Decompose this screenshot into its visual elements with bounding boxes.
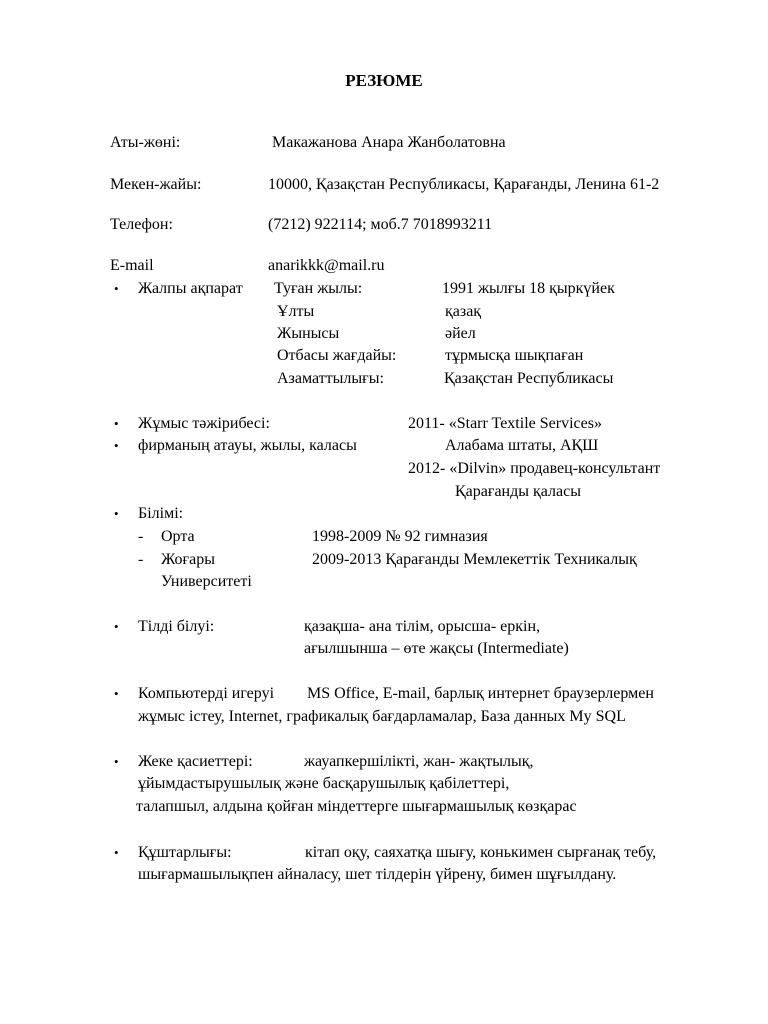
secondary-label: Орта [161,528,195,545]
marital-label: Отбасы жағдайы: [277,347,397,364]
bullet-hobbies: • [114,845,119,860]
qualities-label: Жеке қасиеттері: [138,753,253,770]
bullet-qualities: • [114,754,119,769]
email-value: anarikkk@mail.ru [268,257,385,274]
general-label: Жалпы ақпарат [138,280,243,297]
qualities-line2: ұйымдастырушылық және басқарушылық қабілеттері, [138,775,510,792]
nationality-label: Ұлты [277,303,315,320]
nationality-value: қазақ [445,303,482,320]
gender-value: әйел [445,325,476,342]
languages-label: Тілді білуі: [138,618,215,635]
secondary-value: 1998-2009 № 92 гимназия [312,528,488,545]
name-label: Аты-жөні: [110,134,181,151]
qualities-line1: жауапкершілікті, жан- жақтылық, [304,753,534,770]
address-value: 10000, Қазақстан Республикасы, Қарағанды, Ленина 61-2 [268,176,660,193]
languages-line2: ағылшынша – өте жақсы (Intermediate) [304,640,569,657]
higher-value-cont: Университеті [161,573,252,590]
dash-secondary: - [138,528,144,545]
computer-line2: жұмыс істеу, Internet, графикалық бағдарламалар, База данных My SQL [138,708,626,725]
hobbies-line2: шығармашылықпен айналасу, шет тілдерін үйрену, бимен шұғылдану. [138,866,617,883]
hobbies-line1: кітап оқу, саяхатқа шығу, конькимен сырғанақ тебу, [305,844,657,861]
phone-label: Телефон: [110,216,173,233]
bullet-work: • [114,416,119,431]
name-value: Макажанова Анара Жанболатовна [272,134,506,151]
hobbies-label: Құштарлығы: [138,844,232,861]
citizenship-value: Қазақстан Республикасы [444,370,614,387]
gender-label: Жынысы [277,325,340,342]
higher-value: 2009-2013 Қарағанды Мемлекеттік Техникалық [312,551,637,568]
citizenship-label: Азаматтылығы: [277,370,384,387]
qualities-line3: талапшыл, алдына қойған міндеттерге шығармашылық көзқарас [136,798,577,815]
work-job1-place: Алабама штаты, АҚШ [445,437,599,454]
bullet-work-sub: • [114,438,119,453]
work-job2: 2012- «Dilvin» продавец-консультант [408,460,661,477]
computer-label: Компьютерді игеруі [138,685,275,702]
marital-value: тұрмысқа шықпаған [445,347,584,364]
address-label: Мекен-жайы: [110,176,202,193]
higher-label: Жоғары [161,551,215,568]
birth-value: 1991 жылғы 18 қыркүйек [442,280,615,297]
email-label: E-mail [110,257,154,274]
bullet-computer: • [114,686,119,701]
work-job1: 2011- «Starr Textile Services» [408,415,602,432]
page-title: РЕЗЮМЕ [345,71,423,90]
birth-label: Туған жылы: [274,280,363,297]
work-label: Жұмыс тәжірибесі: [138,415,270,432]
bullet-languages: • [114,619,119,634]
education-label: Білімі: [138,505,184,522]
dash-higher: - [138,551,144,568]
computer-line1: MS Office, E-mail, барлық интернет браузерлермен [307,685,654,702]
languages-line1: қазақша- ана тілім, орысша- еркін, [304,618,541,635]
phone-value: (7212) 922114; моб.7 7018993211 [268,216,493,233]
bullet-education: • [114,506,119,521]
work-job2-place: Қарағанды қаласы [455,483,581,500]
bullet-general: • [114,281,119,296]
work-sublabel: фирманың атауы, жылы, каласы [138,437,357,454]
